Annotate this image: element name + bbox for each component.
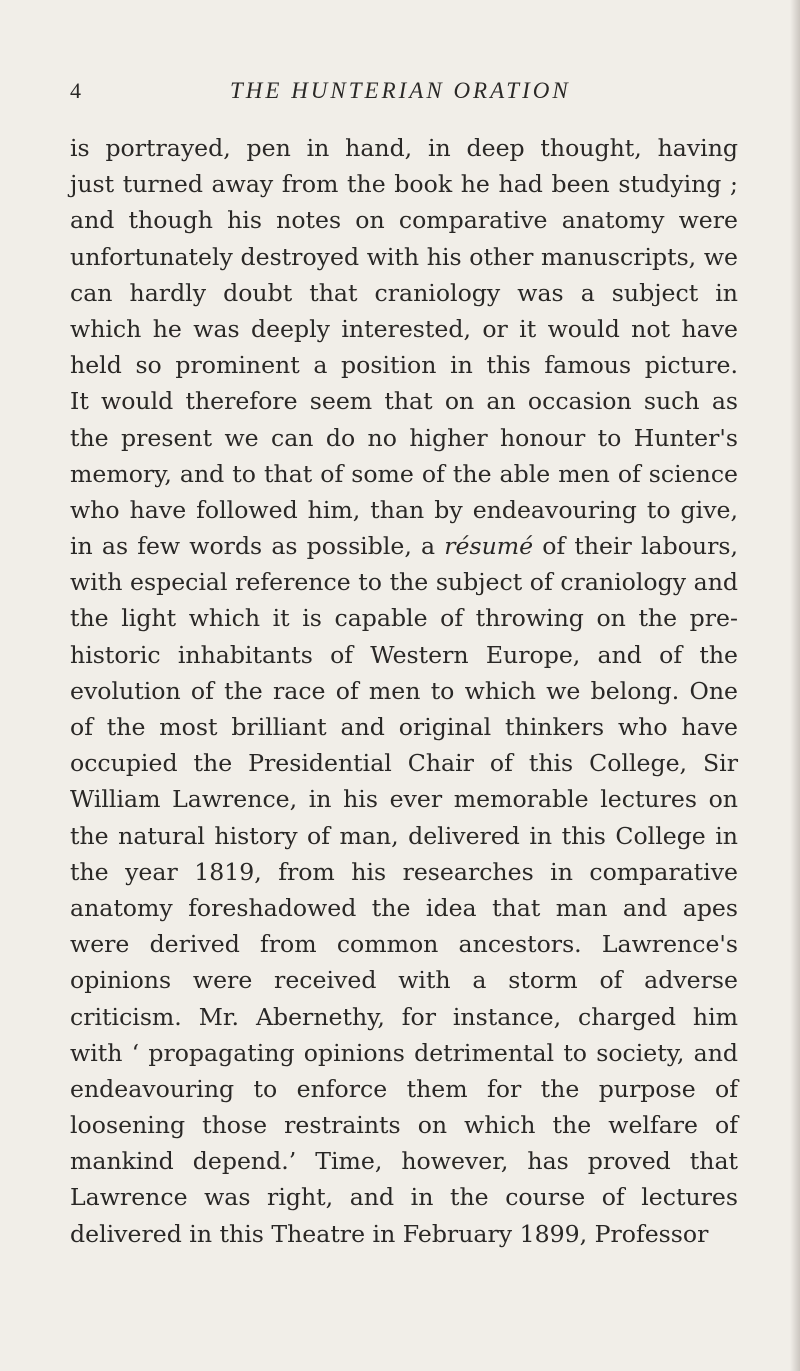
italic-term: résumé — [444, 532, 534, 561]
text-line: the year 1819, from his researches in comparative — [70, 857, 738, 886]
text-line: memory, and to that of some of the able men of science — [70, 459, 738, 488]
text-line: historic inhabitants of Western Europe, and of the — [70, 640, 738, 669]
text-line: It would therefore seem that on an occasion such as — [70, 387, 738, 416]
text-line: evolution of the race of men to which we belong. One — [70, 676, 738, 705]
text-segment: of their labours, — [533, 532, 739, 561]
text-line: held so prominent a position in this famous picture. — [70, 351, 738, 380]
text-line: can hardly doubt that craniology was a subject in — [70, 278, 738, 307]
text-line: loosening those restraints on which the welfare of — [70, 1111, 738, 1140]
page-edge-shadow — [790, 0, 800, 1371]
text-line: is portrayed, pen in hand, in deep thought, having — [70, 134, 738, 162]
text-line: who have followed him, than by endeavouring to give, — [70, 495, 738, 524]
text-line-with-italic — [70, 528, 738, 564]
text-line: anatomy foreshadowed the idea that man and apes — [70, 893, 738, 922]
text-line: criticism. Mr. Abernethy, for instance, charged him — [70, 1002, 738, 1031]
text-line: the present we can do no higher honour to Hunter's — [70, 423, 738, 452]
text-line: opinions were received with a storm of adverse — [70, 966, 738, 995]
running-title: THE HUNTERIAN ORATION — [230, 78, 571, 103]
running-head — [70, 78, 750, 112]
text-line: mankind depend.’ Time, however, has proved that — [70, 1147, 738, 1176]
text-line: which he was deeply interested, or it would not have — [70, 314, 738, 343]
text-line: just turned away from the book he had been studying ; — [70, 170, 738, 199]
text-line: unfortunately destroyed with his other manuscripts, we — [70, 242, 738, 271]
text-line: endeavouring to enforce them for the purpose of — [70, 1074, 738, 1103]
text-line: delivered in this Theatre in February 1899, Professor — [70, 1219, 709, 1248]
text-line: the natural history of man, delivered in this College in — [70, 821, 738, 850]
text-line: were derived from common ancestors. Lawrence's — [70, 930, 738, 959]
page-number: 4 — [70, 78, 81, 103]
text-line: of the most brilliant and original thinkers who have — [70, 713, 738, 741]
text-line: with especial reference to the subject of craniology and — [70, 568, 738, 597]
text-segment: in as few words as possible, a — [70, 532, 445, 561]
text-line: the light which it is capable of throwing on the pre- — [70, 604, 738, 633]
body-text — [70, 130, 738, 1252]
text-line: William Lawrence, in his ever memorable lectures on — [70, 785, 738, 814]
text-line: and though his notes on comparative anatomy were — [70, 206, 738, 235]
text-line: Lawrence was right, and in the course of lectures — [70, 1183, 738, 1212]
text-line: occupied the Presidential Chair of this College, Sir — [70, 749, 738, 778]
text-line: with ‘ propagating opinions detrimental to society, and — [70, 1038, 738, 1067]
